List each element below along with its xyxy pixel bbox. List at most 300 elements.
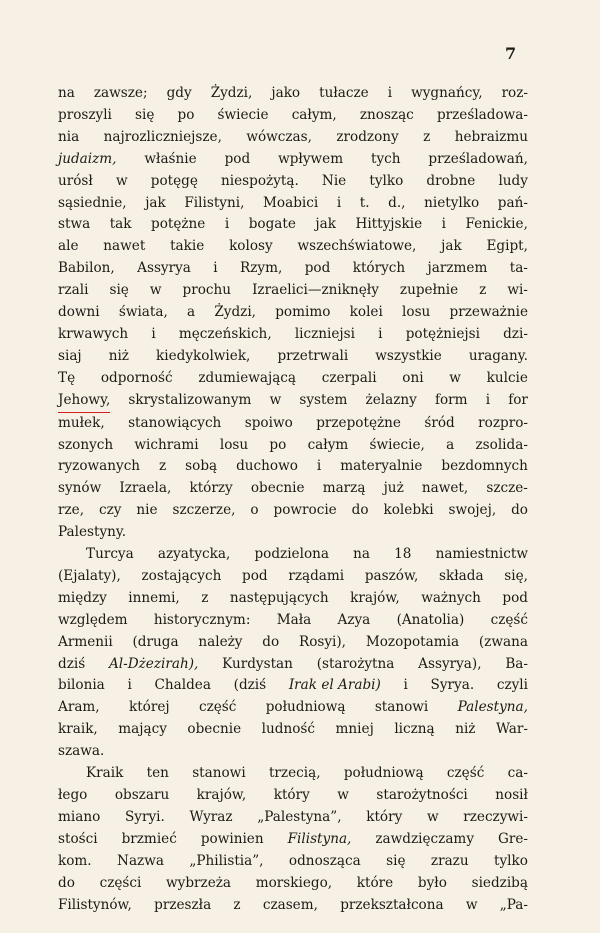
word: w [269, 391, 282, 408]
word: ca- [507, 765, 528, 782]
word: których [352, 260, 406, 277]
word: rzeczywi- [463, 808, 528, 825]
word: (Anatolia) [396, 611, 465, 628]
word: wówczas, [246, 128, 312, 145]
word: przeważnie [449, 304, 528, 321]
word: przeszła [154, 896, 212, 913]
word: kiedykolwiek, [156, 347, 251, 364]
word: krajów, [350, 589, 400, 606]
word: pod [242, 567, 268, 584]
word: na [58, 85, 75, 101]
text-line [58, 127, 528, 149]
text-line [58, 280, 528, 302]
word: drobne [426, 172, 476, 189]
word: czerpali [321, 369, 377, 386]
word: świata, [118, 304, 168, 321]
word: Turcya [86, 546, 134, 563]
word: wszystkie [375, 347, 442, 364]
word: a [187, 304, 196, 321]
text-line [58, 632, 528, 654]
word: się [386, 852, 406, 869]
word: zawsze; [93, 85, 148, 101]
text-line [58, 171, 528, 193]
word: proszyli [58, 106, 112, 123]
text-line [58, 566, 528, 588]
word: pod [224, 150, 251, 167]
word: t. [359, 194, 370, 211]
word: pomimo [275, 304, 331, 321]
word: szawa. [58, 743, 105, 760]
word: stości [58, 830, 98, 847]
word: Armenii [58, 633, 113, 650]
word: dzi- [503, 325, 528, 342]
word: historycznym: [153, 611, 251, 628]
word: jako [271, 85, 301, 101]
word: zawdzięczamy [375, 830, 474, 847]
word: nietylko [424, 194, 480, 211]
word: szczerze, [172, 502, 236, 519]
word: liczniejsi [294, 325, 355, 342]
word: Żydzi, [214, 304, 257, 321]
word: Rzym, [240, 260, 283, 277]
word: Rosyi), [298, 633, 347, 650]
word: szonych [58, 436, 114, 453]
word: urósł [58, 172, 93, 189]
text-line [58, 236, 528, 258]
word: Fenickie, [465, 216, 528, 233]
word: Syryi. [124, 808, 165, 825]
word: sobą [185, 458, 218, 475]
word: części [99, 874, 142, 891]
word: d., [388, 194, 406, 211]
text-line [58, 83, 528, 105]
word: nawet [103, 238, 146, 255]
word: męczeńskich, [178, 325, 272, 342]
text-line [58, 741, 528, 763]
word: świecie [217, 106, 269, 123]
word: Egipt, [486, 238, 528, 255]
word: całym [307, 436, 349, 453]
word: gdy [166, 85, 192, 101]
word: form [434, 391, 468, 408]
word: tylko [369, 172, 404, 189]
word: się [135, 106, 155, 123]
word: wygnańcy, [411, 85, 483, 101]
word: kolebki [383, 502, 434, 519]
word: w [337, 787, 349, 803]
word: Irak el Arabi) [288, 677, 381, 694]
word: marzą [322, 480, 366, 497]
text-line [58, 675, 528, 697]
word: prochu [182, 282, 232, 299]
word: Jehowy, [58, 390, 110, 413]
text-line [58, 413, 528, 435]
word: i [403, 677, 408, 694]
word: po [177, 106, 195, 123]
word: Aram, [58, 699, 100, 716]
word: losu [219, 436, 249, 453]
word: potężne [151, 216, 206, 233]
word: potężniejsi [405, 325, 480, 342]
word: z [159, 458, 167, 475]
word: prześladowa- [436, 106, 528, 123]
word: zostających [141, 567, 222, 584]
word: wi- [507, 282, 528, 299]
word: 18 [394, 546, 412, 563]
text-line [58, 214, 528, 236]
word: ten [146, 765, 169, 782]
text-line [58, 719, 528, 741]
word: czasem, [262, 896, 318, 913]
word: Assyrya [137, 260, 191, 277]
word: mułek, [58, 414, 105, 431]
word: do [351, 502, 369, 519]
word: synów [58, 480, 102, 497]
word: Babilon, [58, 260, 115, 277]
word: Mała [276, 611, 312, 628]
word: część [446, 765, 485, 782]
word: Assyrya), [418, 655, 482, 672]
word: namiestnictw [435, 546, 528, 563]
word: rozpro- [478, 414, 528, 431]
word: świecie, [369, 436, 425, 453]
text-line [58, 763, 528, 785]
word: ale [58, 238, 79, 255]
word: rze, [58, 502, 85, 519]
word: obecnie [250, 480, 305, 497]
text-line [58, 588, 528, 610]
text-line [58, 785, 528, 807]
word: rzali [58, 282, 89, 299]
word: kraik, [58, 721, 98, 738]
word: azyatycka, [157, 546, 231, 563]
word: szcze- [486, 480, 528, 497]
word: spoiwo [244, 414, 293, 431]
word: ryzowanych [58, 458, 141, 475]
word: i [336, 194, 342, 211]
page-number: 7 [505, 44, 517, 63]
word: liczną [394, 721, 435, 738]
word: stanowiących [128, 414, 222, 431]
word: Kurdystan [222, 655, 293, 672]
text-line [58, 149, 528, 171]
word: bezdomnych [441, 458, 528, 475]
word: południową [265, 699, 346, 716]
word: mniej [335, 721, 374, 738]
text-line [58, 522, 528, 544]
word: zsolida- [475, 436, 528, 453]
word: bilonia [58, 677, 105, 694]
word: ludność [261, 721, 315, 738]
word: zdumiewającą [198, 369, 297, 386]
text-line [58, 368, 528, 390]
text-line [58, 610, 528, 632]
word: było [417, 874, 447, 891]
text-line [58, 895, 528, 917]
text-line [58, 324, 528, 346]
word: odporność [100, 369, 173, 386]
word: siaj [58, 347, 82, 364]
word: i [224, 216, 230, 233]
word: w [115, 172, 128, 189]
word: „Palestyna”, [257, 808, 342, 825]
word: które [356, 874, 394, 891]
word: wichrami [134, 436, 199, 453]
word: kolosy [229, 238, 273, 255]
word: w [449, 369, 461, 386]
word: kolei [349, 304, 383, 321]
word: bogate [248, 216, 296, 233]
word: Azya [337, 611, 371, 628]
word: sąsiednie, [58, 194, 127, 211]
word: downi [58, 304, 100, 321]
word: znosząc [359, 106, 414, 123]
word: z [479, 282, 487, 299]
word: między [58, 589, 107, 606]
text-line [58, 654, 528, 676]
word: Nie [321, 172, 347, 189]
word: prześladowań, [428, 150, 528, 167]
word: niespożytą. [221, 172, 299, 189]
word: względem [58, 611, 128, 628]
word: uragany. [468, 347, 528, 364]
text-line [58, 544, 528, 566]
word: swojej, [448, 502, 497, 519]
word: nie [136, 502, 158, 519]
word: kulcie [486, 369, 528, 386]
word: w [426, 808, 439, 825]
word: zrodzony [336, 128, 399, 145]
word: ludy [498, 172, 528, 189]
word: paszów, [364, 567, 419, 584]
word: Kraik [86, 765, 124, 782]
word: stanowi [374, 699, 429, 716]
word: obszaru [114, 787, 170, 803]
word: „Philistia”, [189, 852, 264, 869]
word: przetrwali [277, 347, 349, 364]
word: wszechświatowe, [297, 238, 417, 255]
word: Moabici [263, 194, 319, 211]
text-line [58, 873, 528, 895]
word: mający [118, 721, 167, 738]
word: wybrzeża [166, 874, 232, 891]
word: krwawych [58, 325, 129, 342]
word: tak [109, 216, 132, 233]
word: oni [402, 369, 424, 386]
word: właśnie [144, 150, 197, 167]
word: i [316, 458, 322, 475]
word: czyli [496, 677, 528, 694]
text-line [58, 851, 528, 873]
word: tylko [494, 852, 528, 869]
word: Filistynów, [58, 896, 132, 913]
word: Filistyna, [287, 830, 352, 847]
word: pań- [497, 194, 528, 211]
word: rządami [288, 567, 345, 584]
word: w [149, 282, 162, 299]
word: „Pa- [499, 896, 528, 913]
word: się [109, 282, 129, 299]
word: Nazwa [117, 852, 164, 869]
word: (Ejalaty), [58, 567, 121, 584]
word: i [127, 677, 132, 694]
word: starożytności [376, 787, 468, 803]
word: powrocie [273, 502, 337, 519]
word: materyalnie [340, 458, 423, 475]
word: należy [198, 633, 243, 650]
word: z [233, 896, 241, 913]
word: którzy [189, 480, 233, 497]
word: który [273, 787, 310, 803]
text-line [58, 456, 528, 478]
word: takie [170, 238, 205, 255]
word: skrystalizowanym [128, 391, 252, 408]
word: Gre- [498, 830, 528, 847]
text-line [58, 435, 528, 457]
word: nosił [495, 787, 528, 803]
word: siedzibą [471, 874, 528, 891]
word: odnosząca [288, 852, 361, 869]
word: trzecią, [268, 765, 321, 782]
word: hebraizmu [454, 128, 528, 145]
word: o [250, 502, 259, 519]
word: się, [504, 567, 528, 584]
word: Izraela, [119, 480, 172, 497]
word: do [511, 502, 528, 519]
word: losu [402, 304, 431, 321]
word: niż [455, 721, 476, 738]
word: for [508, 391, 528, 408]
word: (dziś [233, 677, 267, 694]
word: Chaldea [154, 677, 211, 694]
word: Tę [58, 369, 76, 386]
word: który [366, 808, 403, 825]
word: krajów, [196, 787, 247, 803]
word: część [490, 611, 528, 628]
word: i [378, 325, 383, 342]
word: Hittyjskie [355, 216, 423, 233]
word: i [441, 216, 446, 233]
word: Syrya. [430, 677, 475, 694]
word: pod [502, 589, 528, 606]
word: do [262, 633, 280, 650]
word: Palestyna, [457, 699, 528, 716]
word: Mozopotamia [365, 633, 460, 650]
word: Al-Dżezirah), [108, 655, 199, 672]
text-line [58, 697, 528, 719]
word: Izraelici—zniknęły [252, 282, 379, 299]
word: potęgę [150, 172, 198, 189]
word: już [383, 480, 404, 497]
word: po [269, 436, 287, 453]
text-line [58, 500, 528, 522]
word: ta- [509, 260, 528, 277]
word: na [353, 546, 370, 563]
word: pod [304, 260, 331, 277]
word: kom. [58, 852, 92, 869]
word: do [58, 874, 75, 891]
word: przepotężne [316, 414, 401, 431]
word: z [201, 589, 209, 606]
word: najrozliczniejsze, [103, 128, 222, 145]
word: system [299, 391, 348, 408]
word: i [485, 391, 491, 408]
text-line [58, 390, 528, 413]
word: jak [315, 216, 336, 233]
word: południową [343, 765, 424, 782]
text-line [58, 478, 528, 500]
word: a [446, 436, 455, 453]
text-line [58, 193, 528, 215]
word: Palestyny. [58, 524, 127, 541]
word: roz- [501, 85, 528, 101]
word: następujących [229, 589, 329, 606]
word: niż [108, 347, 129, 364]
word: jak [145, 194, 166, 211]
word: Ba- [505, 655, 528, 672]
word: jarzmem [427, 260, 488, 277]
word: stwa [58, 216, 91, 233]
text-line [58, 807, 528, 829]
word: miano [58, 808, 101, 825]
word: (druga [132, 633, 179, 650]
word: i [387, 85, 393, 101]
word: w [465, 896, 478, 913]
word: i [151, 325, 156, 342]
word: i [213, 260, 218, 277]
text-line [58, 258, 528, 280]
word: Wyraz [189, 808, 233, 825]
word: tych [371, 150, 401, 167]
word: z [423, 128, 431, 145]
word: zupełnie [399, 282, 459, 299]
word: nawet, [421, 480, 469, 497]
word: wpływem [278, 150, 344, 167]
word: tułacze [319, 85, 369, 101]
word: obecnie [187, 721, 242, 738]
word: judaizm, [58, 150, 117, 167]
word: której [128, 699, 170, 716]
word: łego [58, 787, 88, 803]
text-line [58, 346, 528, 368]
word: (zwana [478, 633, 528, 650]
text-line [58, 105, 528, 127]
word: podzielona [254, 546, 329, 563]
word: duchowo [236, 458, 298, 475]
word: powinien [200, 830, 264, 847]
word: morskiego, [255, 874, 333, 891]
word: żelazny [365, 391, 417, 408]
text-line [58, 829, 528, 851]
word: dziś [58, 655, 86, 672]
word: nia [58, 128, 80, 145]
word: czy [98, 502, 122, 519]
body-text [58, 83, 528, 916]
word: jak [441, 238, 462, 255]
word: składa [439, 567, 484, 584]
word: Filistyni, [184, 194, 245, 211]
word: zrazu [430, 852, 469, 869]
word: brzmieć [121, 830, 177, 847]
word: War- [496, 721, 528, 738]
word: całym, [291, 106, 337, 123]
word: (starożytna [316, 655, 395, 672]
word: przekształcona [340, 896, 444, 913]
word: ważnych [421, 589, 481, 606]
word: część [198, 699, 237, 716]
word: Żydzi, [210, 85, 253, 101]
text-line [58, 302, 528, 324]
